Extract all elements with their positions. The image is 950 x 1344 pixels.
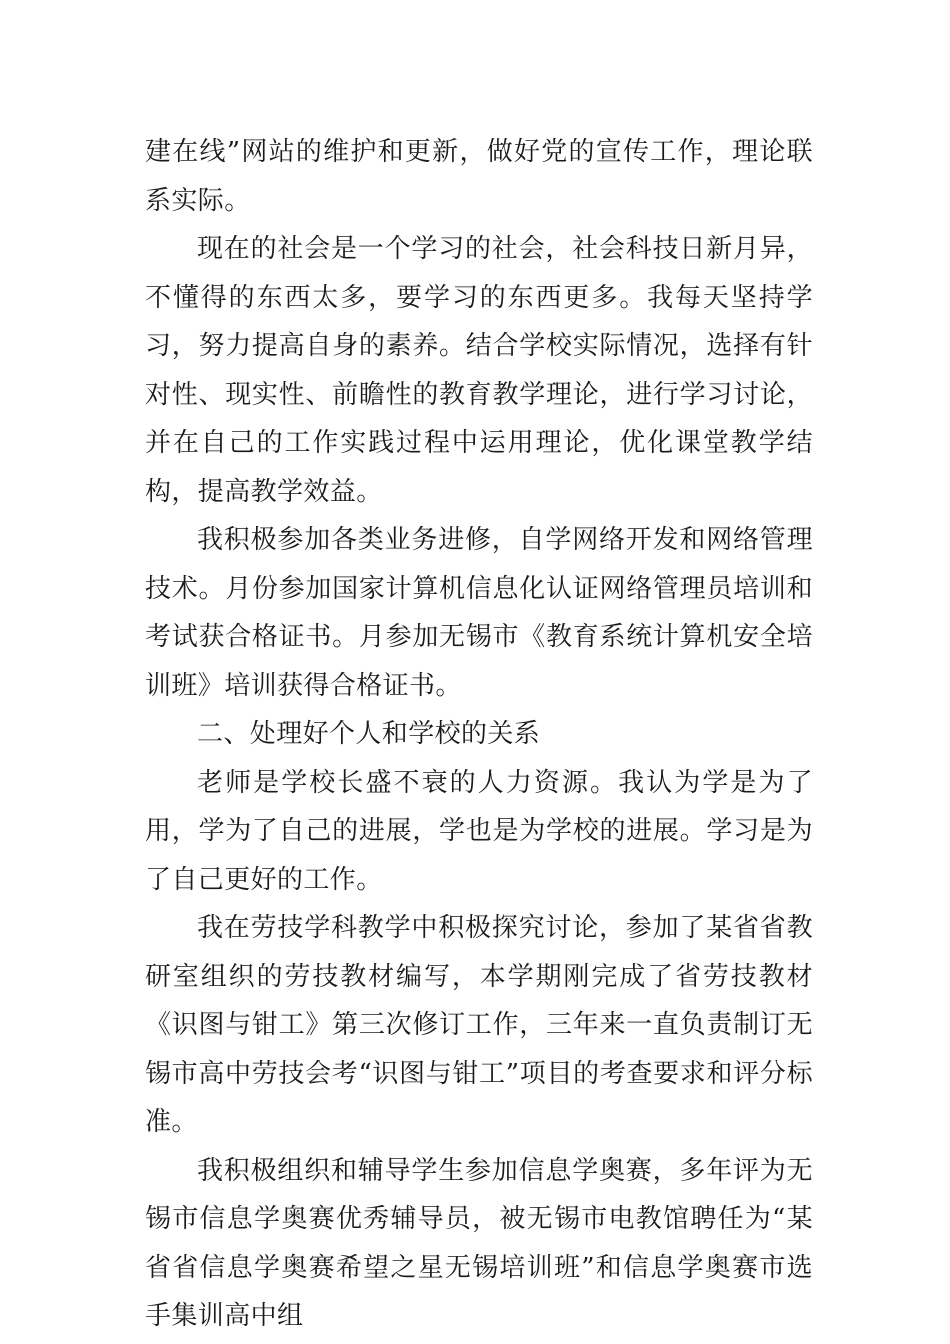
paragraph-training: 我积极参加各类业务进修，自学网络开发和网络管理技术。月份参加国家计算机信息化认证网络管理员培训和考试获合格证书。月参加无锡市《教育系统计算机安全培训班》培训获得合格证书。 [145,525,813,701]
section-heading: 二、处理好个人和学校的关系 [197,719,541,749]
document-body [145,128,813,1341]
paragraph-textbook: 我在劳技学科教学中积极探究讨论，参加了某省省教研室组织的劳技教材编写，本学期刚完成了省劳技教材《识图与钳工》第三次修订工作，三年来一直负责制订无锡市高中劳技会考“识图与钳工”项目的考查要求和评分标准。 [145,913,813,1137]
paragraph-olympiad: 我积极组织和辅导学生参加信息学奥赛，多年评为无锡市信息学奥赛优秀辅导员，被无锡市电教馆聘任为“某省省信息学奥赛希望之星无锡培训班”和信息学奥赛市选手集训高中组 [145,1155,813,1331]
paragraph-continuation: 建在线”网站的维护和更新，做好党的宣传工作，理论联系实际。 [145,137,813,216]
paragraph-learning-society: 现在的社会是一个学习的社会，社会科技日新月异，不懂得的东西太多，要学习的东西更多。我每天坚持学习，努力提高自身的素养。结合学校实际情况，选择有针对性、现实性、前瞻性的教育教学理论，进行学习讨论，并在自己的工作实践过程中运用理论，优化课堂教学结构，提高教学效益。 [145,234,813,507]
paragraph-teacher-resource: 老师是学校长盛不衰的人力资源。我认为学是为了用，学为了自己的进展，学也是为学校的进展。学习是为了自己更好的工作。 [145,767,813,895]
